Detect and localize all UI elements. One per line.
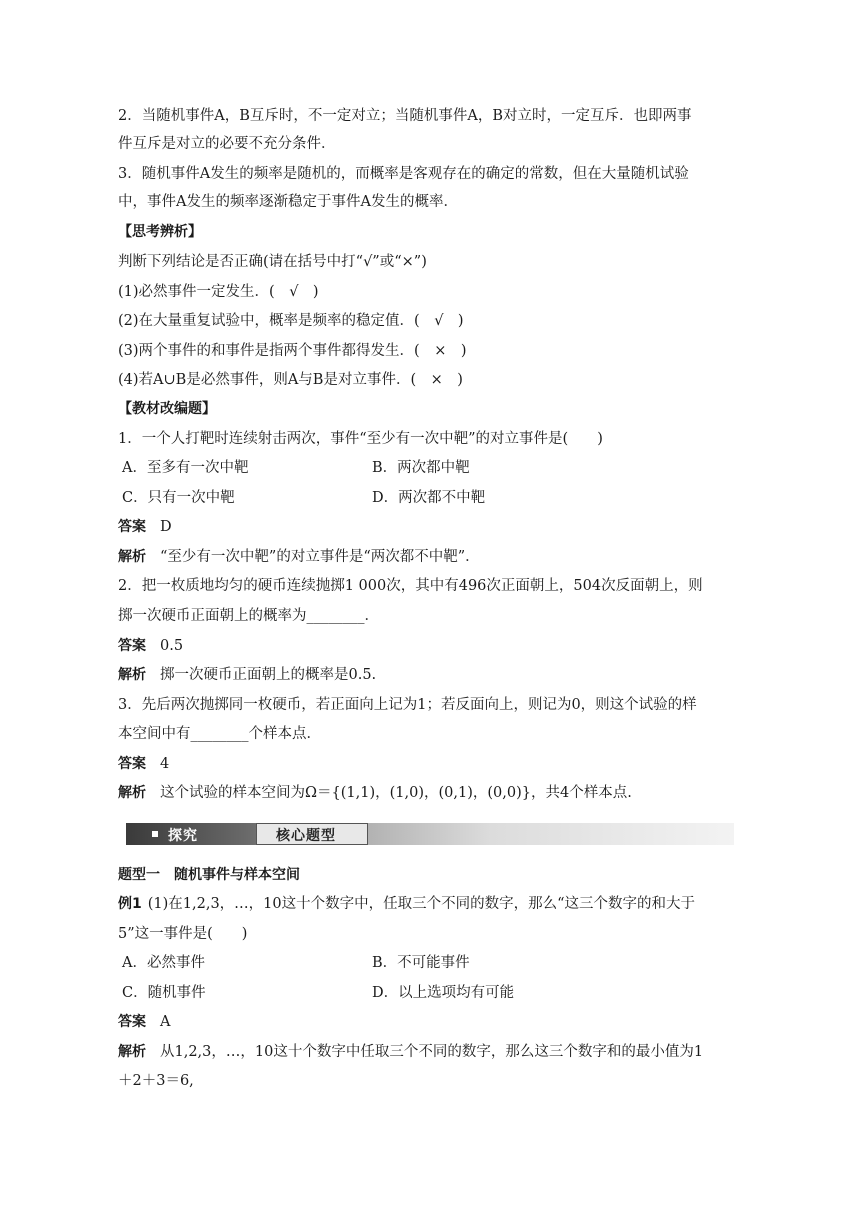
q1-answer-row (118, 517, 172, 537)
q3-answer-row (118, 754, 169, 774)
ex1-option-c: C．随机事件 (122, 985, 206, 1001)
example1-line-1 (118, 894, 695, 914)
q1-answer: D (160, 519, 172, 535)
q3-answer: 4 (160, 756, 170, 772)
analysis-label: 解析 (118, 785, 146, 801)
example-label: 例1 (118, 896, 142, 912)
q1-option-a: A．至多有一次中靶 (122, 460, 249, 476)
note-2-line-1: 2．当随机事件A，B互斥时，不一定对立；当随机事件A，B对立时，一定互斥．也即两事 (118, 108, 692, 124)
textbook-heading: 【教材改编题】 (118, 401, 216, 417)
banner-left-label: 探究 (168, 828, 198, 844)
ex1-analysis-row (118, 1042, 703, 1062)
thinking-item-1: (1)必然事件一定发生．( √ ) (118, 284, 319, 300)
answer-label: 答案 (118, 1014, 146, 1030)
banner-gradient (126, 823, 734, 845)
q2-analysis-row (118, 665, 376, 685)
ex1-analysis-line-2: ＋2＋3＝6, (118, 1073, 194, 1089)
q1-stem: 1．一个人打靶时连续射击两次，事件“至少有一次中靶”的对立事件是( ) (118, 431, 603, 447)
answer-label: 答案 (118, 638, 146, 654)
analysis-label: 解析 (118, 667, 146, 683)
ex1-answer: A (160, 1014, 171, 1030)
q3-analysis: 这个试验的样本空间为Ω＝{(1,1)，(1,0)，(0,1)，(0,0)}，共4个样本点. (160, 785, 632, 801)
note-2-line-2: 件互斥是对立的必要不充分条件． (118, 136, 336, 152)
banner-right-label: 核心题型 (276, 828, 336, 844)
q3-line-2: 本空间中有________个样本点． (118, 726, 321, 742)
thinking-item-2: (2)在大量重复试验中，概率是频率的稳定值．( √ ) (118, 313, 464, 329)
q2-line-2: 掷一次硬币正面朝上的概率为________． (118, 608, 379, 624)
q1-analysis-row (118, 547, 480, 567)
q2-line-1: 2．把一枚质地均匀的硬币连续抛掷1 000次，其中有496次正面朝上，504次反面朝上，则 (118, 578, 703, 594)
answer-label: 答案 (118, 519, 146, 535)
q2-answer-row (118, 636, 183, 656)
note-3-line-2: 中，事件A发生的频率逐渐稳定于事件A发生的概率． (118, 194, 458, 210)
ex1-option-a: A．必然事件 (122, 955, 205, 971)
q1-option-c: C．只有一次中靶 (122, 490, 235, 506)
q2-analysis: 掷一次硬币正面朝上的概率是0.5. (160, 667, 377, 683)
q1-option-b: B．两次都中靶 (372, 460, 470, 476)
analysis-label: 解析 (118, 1044, 146, 1060)
type1-title: 题型一 随机事件与样本空间 (118, 867, 300, 883)
q1-analysis: “至少有一次中靶”的对立事件是“两次都不中靶”． (160, 549, 480, 565)
ex1-option-b: B．不可能事件 (372, 955, 470, 971)
note-3-line-1: 3．随机事件A发生的频率是随机的，而概率是客观存在的确定的常数，但在大量随机试验 (118, 166, 689, 182)
banner-square-icon (152, 831, 158, 837)
ex1-option-d: D．以上选项均有可能 (372, 985, 515, 1001)
example1-text: (1)在1,2,3，…，10这十个数字中，任取三个不同的数字，那么“这三个数字的和大于 (147, 896, 696, 912)
thinking-item-3: (3)两个事件的和事件是指两个事件都得发生．( × ) (118, 343, 467, 359)
q2-answer: 0.5 (160, 638, 184, 654)
answer-label: 答案 (118, 756, 146, 772)
example1-line-2: 5”这一事件是( ) (118, 926, 248, 942)
q1-option-d: D．两次都不中靶 (372, 490, 486, 506)
thinking-heading: 【思考辨析】 (118, 224, 202, 240)
thinking-item-4: (4)若A∪B是必然事件，则A与B是对立事件．( × ) (118, 372, 463, 388)
thinking-intro: 判断下列结论是否正确(请在括号中打“√”或“×”) (118, 254, 427, 270)
section-banner (126, 823, 734, 845)
q3-line-1: 3．先后两次抛掷同一枚硬币，若正面向上记为1；若反面向上，则记为0，则这个试验的样 (118, 697, 697, 713)
q3-analysis-row (118, 783, 632, 803)
ex1-answer-row (118, 1012, 170, 1032)
analysis-label: 解析 (118, 549, 146, 565)
ex1-analysis-line-1: 从1,2,3，…，10这十个数字中任取三个不同的数字，那么这三个数字和的最小值为1 (160, 1044, 704, 1060)
